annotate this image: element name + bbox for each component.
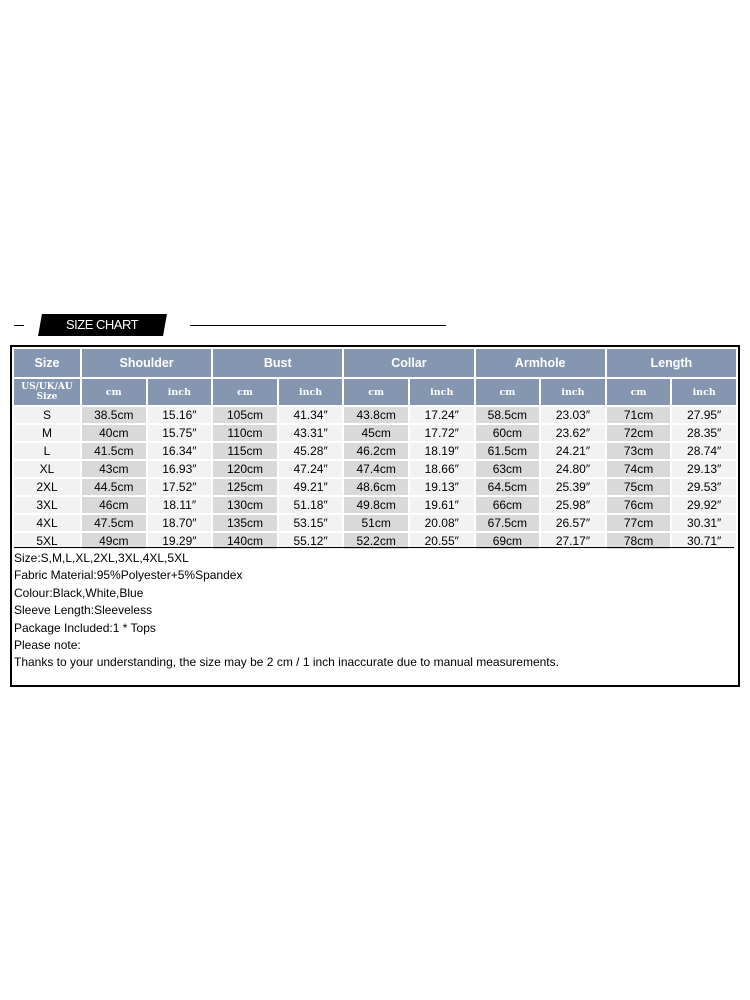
value-cell: 45cm bbox=[344, 425, 408, 441]
value-cell: 18.66″ bbox=[410, 461, 474, 477]
value-cell: 41.34″ bbox=[279, 407, 343, 423]
banner-tag bbox=[38, 314, 167, 336]
value-cell: 48.6cm bbox=[344, 479, 408, 495]
value-cell: 71cm bbox=[607, 407, 671, 423]
unit-cell: inch bbox=[541, 379, 605, 405]
value-cell: 24.21″ bbox=[541, 443, 605, 459]
value-cell: 125cm bbox=[213, 479, 277, 495]
value-cell: 140cm bbox=[213, 533, 277, 549]
value-cell: 105cm bbox=[213, 407, 277, 423]
value-cell: 40cm bbox=[82, 425, 146, 441]
value-cell: 120cm bbox=[213, 461, 277, 477]
note-line: Sleeve Length:Sleeveless bbox=[14, 603, 153, 618]
size-chart-panel bbox=[10, 345, 740, 687]
value-cell: 63cm bbox=[476, 461, 540, 477]
value-cell: 66cm bbox=[476, 497, 540, 513]
banner-title: SIZE CHART bbox=[66, 317, 139, 332]
value-cell: 53.15″ bbox=[279, 515, 343, 531]
value-cell: 25.39″ bbox=[541, 479, 605, 495]
table-row bbox=[14, 479, 736, 495]
value-cell: 23.62″ bbox=[541, 425, 605, 441]
value-cell: 43cm bbox=[82, 461, 146, 477]
value-cell: 47.4cm bbox=[344, 461, 408, 477]
unit-cell: inch bbox=[410, 379, 474, 405]
note-line: Colour:Black,White,Blue bbox=[14, 585, 144, 600]
header-shoulder: Shoulder bbox=[82, 349, 211, 377]
header-bust: Bust bbox=[213, 349, 342, 377]
value-cell: 28.74″ bbox=[672, 443, 736, 459]
value-cell: 51.18″ bbox=[279, 497, 343, 513]
unit-cell: inch bbox=[672, 379, 736, 405]
note-line: Thanks to your understanding, the size may be 2 cm / 1 inch inaccurate due to manual measurements. bbox=[14, 655, 559, 670]
value-cell: 28.35″ bbox=[672, 425, 736, 441]
value-cell: 24.80″ bbox=[541, 461, 605, 477]
value-cell: 16.93″ bbox=[148, 461, 212, 477]
value-cell: 78cm bbox=[607, 533, 671, 549]
header-collar: Collar bbox=[344, 349, 473, 377]
size-cell: L bbox=[14, 443, 80, 459]
header-row bbox=[14, 349, 736, 377]
value-cell: 20.55″ bbox=[410, 533, 474, 549]
note-line: Package Included:1 * Tops bbox=[14, 620, 156, 635]
table-row bbox=[14, 497, 736, 513]
value-cell: 110cm bbox=[213, 425, 277, 441]
size-cell: 4XL bbox=[14, 515, 80, 531]
value-cell: 27.95″ bbox=[672, 407, 736, 423]
value-cell: 30.31″ bbox=[672, 515, 736, 531]
note-line: Please note: bbox=[14, 638, 81, 653]
size-cell: M bbox=[14, 425, 80, 441]
value-cell: 18.11″ bbox=[148, 497, 212, 513]
unit-size-label: US/UK/AU Size bbox=[14, 379, 80, 405]
unit-cell: cm bbox=[82, 379, 146, 405]
size-chart-banner bbox=[10, 310, 450, 340]
value-cell: 135cm bbox=[213, 515, 277, 531]
table-row bbox=[14, 461, 736, 477]
value-cell: 27.17″ bbox=[541, 533, 605, 549]
value-cell: 51cm bbox=[344, 515, 408, 531]
size-cell: 2XL bbox=[14, 479, 80, 495]
value-cell: 29.92″ bbox=[672, 497, 736, 513]
value-cell: 30.71″ bbox=[672, 533, 736, 549]
value-cell: 17.24″ bbox=[410, 407, 474, 423]
header-armhole: Armhole bbox=[476, 349, 605, 377]
value-cell: 73cm bbox=[607, 443, 671, 459]
value-cell: 26.57″ bbox=[541, 515, 605, 531]
value-cell: 19.13″ bbox=[410, 479, 474, 495]
unit-row bbox=[14, 379, 736, 405]
value-cell: 64.5cm bbox=[476, 479, 540, 495]
unit-cell: cm bbox=[476, 379, 540, 405]
table-row bbox=[14, 425, 736, 441]
value-cell: 44.5cm bbox=[82, 479, 146, 495]
value-cell: 20.08″ bbox=[410, 515, 474, 531]
note-line: Size:S,M,L,XL,2XL,3XL,4XL,5XL bbox=[14, 551, 189, 565]
value-cell: 52.2cm bbox=[344, 533, 408, 549]
unit-cell: cm bbox=[344, 379, 408, 405]
size-cell: 5XL bbox=[14, 533, 80, 549]
product-notes bbox=[14, 547, 734, 672]
value-cell: 41.5cm bbox=[82, 443, 146, 459]
value-cell: 29.13″ bbox=[672, 461, 736, 477]
value-cell: 43.31″ bbox=[279, 425, 343, 441]
header-size: Size bbox=[14, 349, 80, 377]
table-row bbox=[14, 407, 736, 423]
value-cell: 60cm bbox=[476, 425, 540, 441]
value-cell: 72cm bbox=[607, 425, 671, 441]
value-cell: 74cm bbox=[607, 461, 671, 477]
value-cell: 23.03″ bbox=[541, 407, 605, 423]
value-cell: 130cm bbox=[213, 497, 277, 513]
value-cell: 45.28″ bbox=[279, 443, 343, 459]
value-cell: 49.21″ bbox=[279, 479, 343, 495]
value-cell: 69cm bbox=[476, 533, 540, 549]
value-cell: 15.75″ bbox=[148, 425, 212, 441]
value-cell: 29.53″ bbox=[672, 479, 736, 495]
unit-cell: inch bbox=[279, 379, 343, 405]
banner-rule bbox=[190, 325, 446, 326]
value-cell: 18.70″ bbox=[148, 515, 212, 531]
value-cell: 18.19″ bbox=[410, 443, 474, 459]
unit-cell: cm bbox=[607, 379, 671, 405]
size-cell: S bbox=[14, 407, 80, 423]
value-cell: 38.5cm bbox=[82, 407, 146, 423]
value-cell: 16.34″ bbox=[148, 443, 212, 459]
value-cell: 19.29″ bbox=[148, 533, 212, 549]
value-cell: 115cm bbox=[213, 443, 277, 459]
table-row bbox=[14, 443, 736, 459]
note-line: Fabric Material:95%Polyester+5%Spandex bbox=[14, 568, 243, 583]
value-cell: 46.2cm bbox=[344, 443, 408, 459]
size-table bbox=[12, 347, 738, 551]
banner-dash bbox=[14, 325, 24, 326]
value-cell: 67.5cm bbox=[476, 515, 540, 531]
value-cell: 43.8cm bbox=[344, 407, 408, 423]
value-cell: 17.52″ bbox=[148, 479, 212, 495]
value-cell: 47.5cm bbox=[82, 515, 146, 531]
value-cell: 76cm bbox=[607, 497, 671, 513]
value-cell: 61.5cm bbox=[476, 443, 540, 459]
size-cell: XL bbox=[14, 461, 80, 477]
header-length: Length bbox=[607, 349, 736, 377]
value-cell: 46cm bbox=[82, 497, 146, 513]
value-cell: 49cm bbox=[82, 533, 146, 549]
value-cell: 55.12″ bbox=[279, 533, 343, 549]
value-cell: 58.5cm bbox=[476, 407, 540, 423]
unit-cell: cm bbox=[213, 379, 277, 405]
value-cell: 49.8cm bbox=[344, 497, 408, 513]
unit-cell: inch bbox=[148, 379, 212, 405]
value-cell: 15.16″ bbox=[148, 407, 212, 423]
value-cell: 77cm bbox=[607, 515, 671, 531]
value-cell: 25.98″ bbox=[541, 497, 605, 513]
table-row bbox=[14, 515, 736, 531]
value-cell: 75cm bbox=[607, 479, 671, 495]
value-cell: 47.24″ bbox=[279, 461, 343, 477]
size-cell: 3XL bbox=[14, 497, 80, 513]
value-cell: 19.61″ bbox=[410, 497, 474, 513]
value-cell: 17.72″ bbox=[410, 425, 474, 441]
